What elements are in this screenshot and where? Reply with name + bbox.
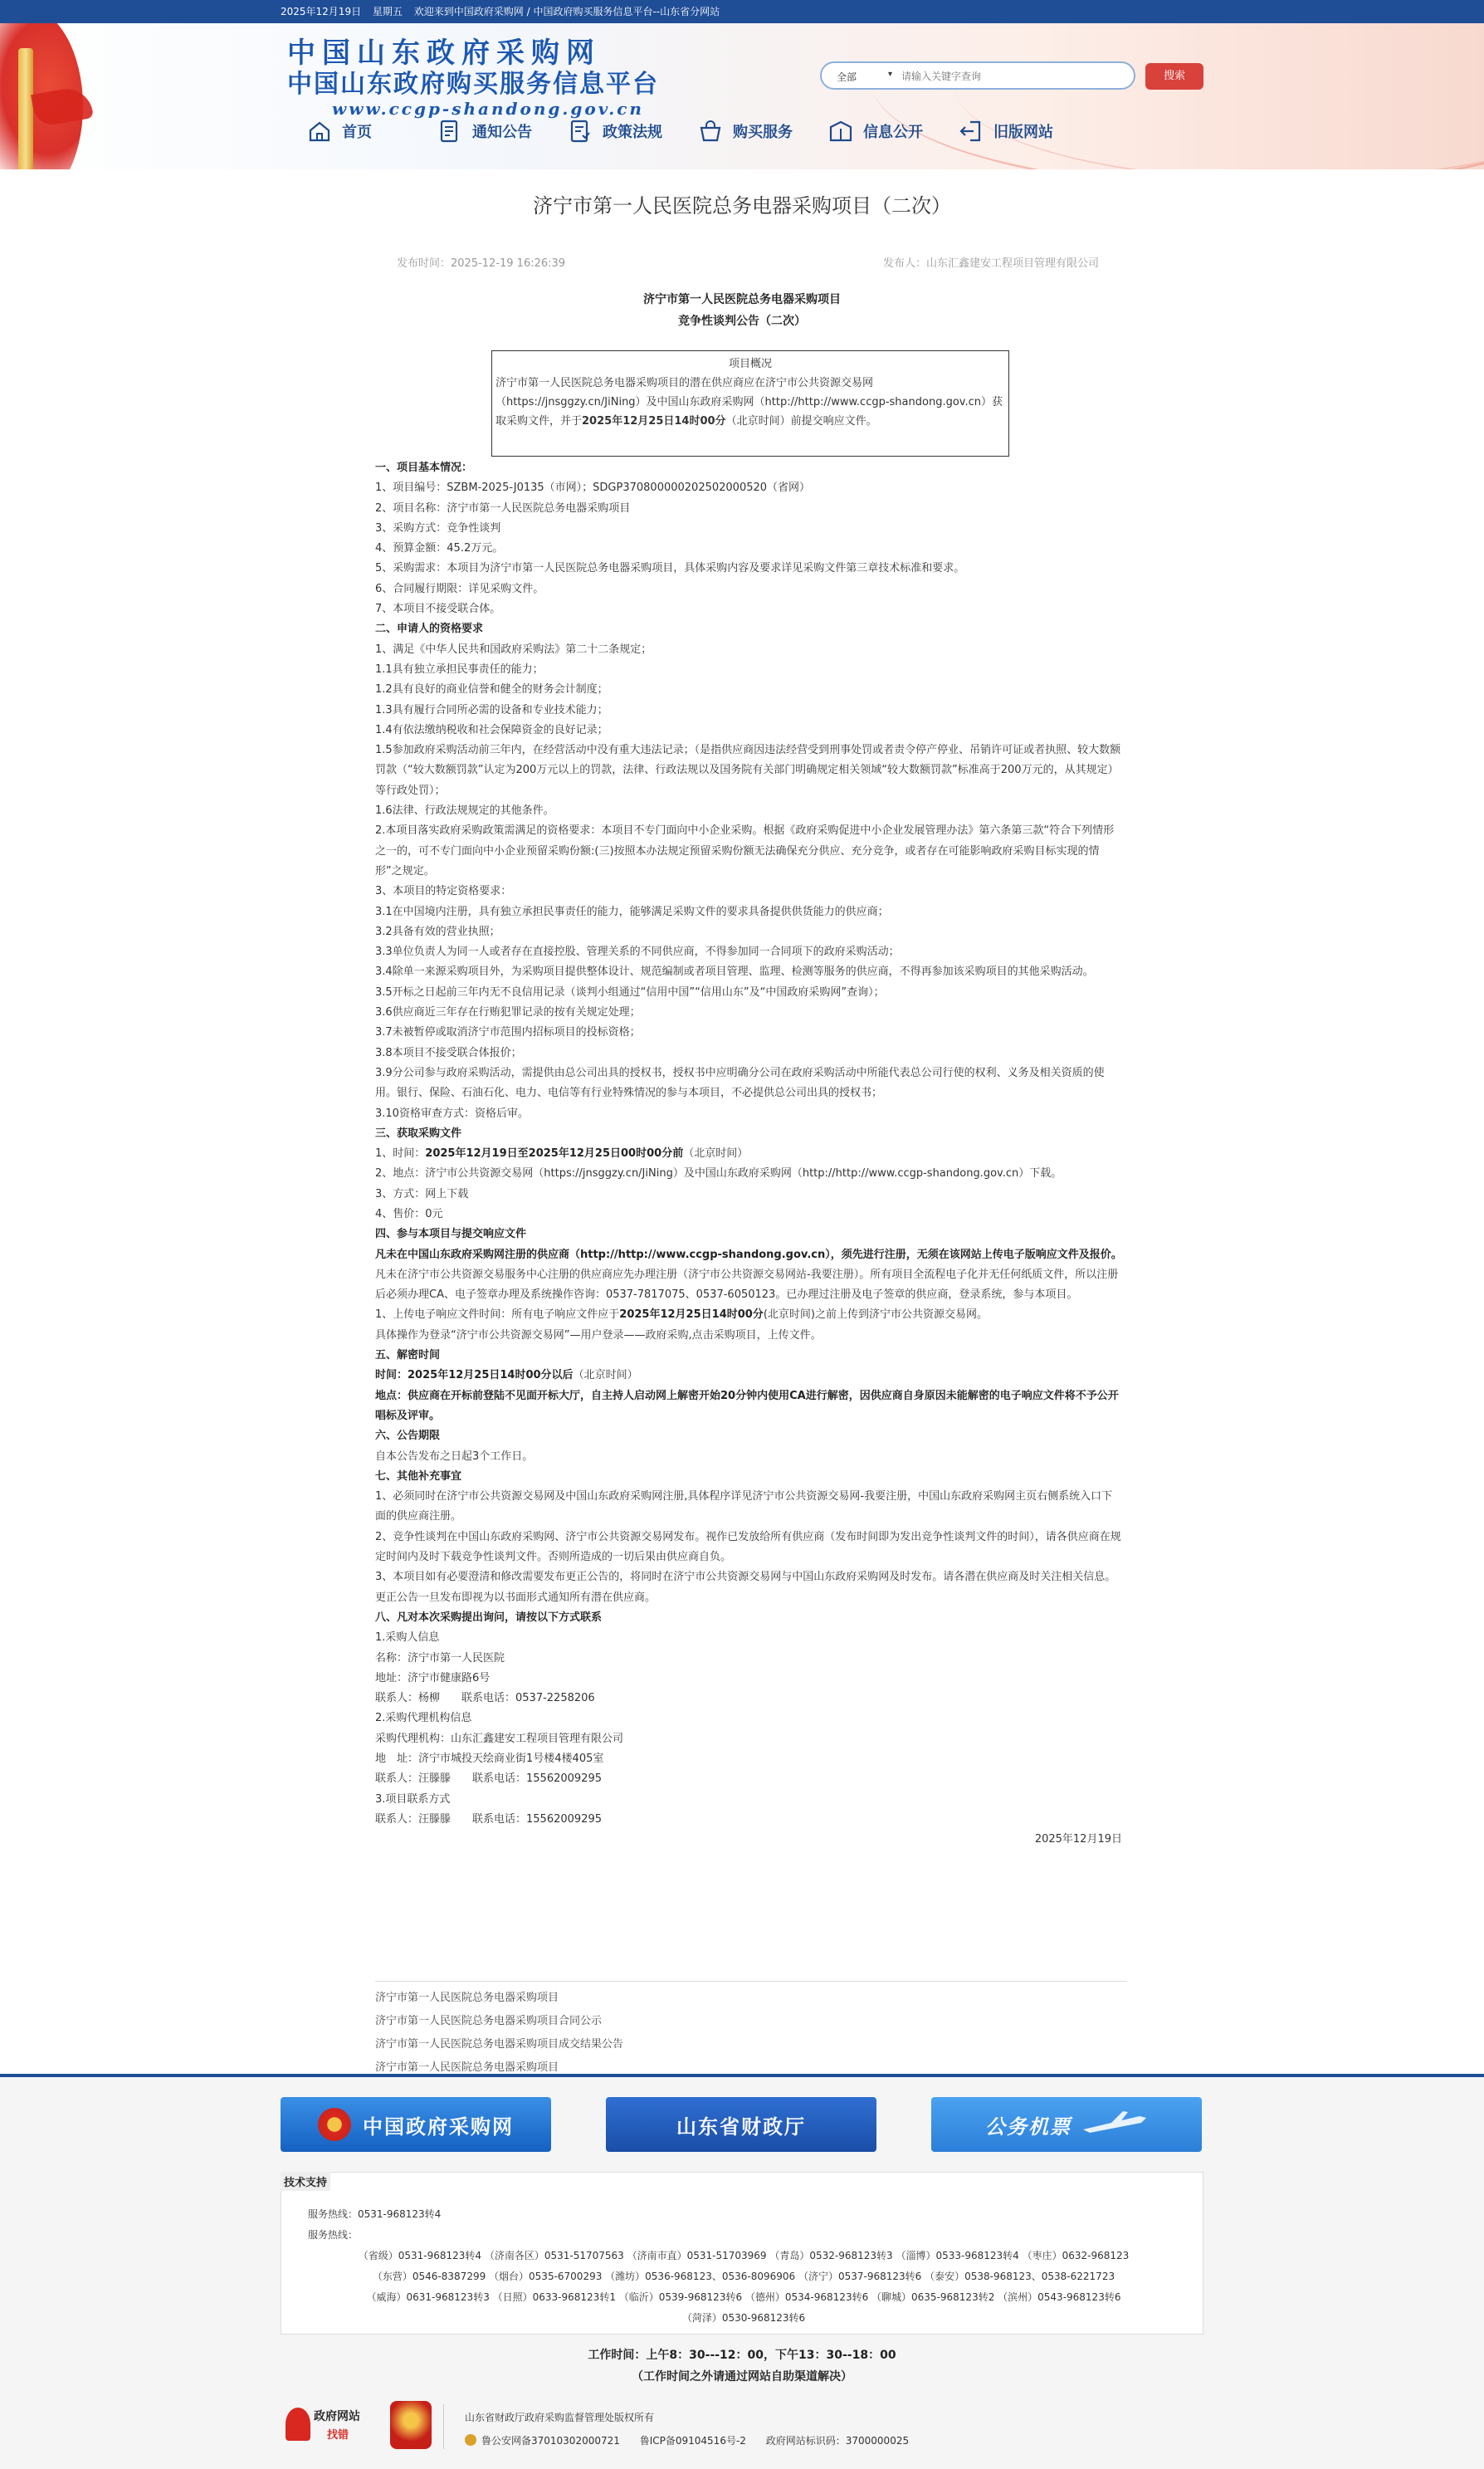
top-welcome: 欢迎来到中国政府采购网 / 中国政府购买服务信息平台--山东省分网站 (413, 6, 720, 17)
chevron-down-icon[interactable]: ▾ (888, 70, 893, 79)
publish-time: 发布时间：2025-12-19 16:26:39 (397, 257, 566, 270)
logo-url: www.ccgp-shandong.gov.cn (332, 99, 644, 119)
paragraph: 4、预算金额：45.2万元。 (375, 542, 504, 555)
paragraph: 3.6供应商近三年存在行贿犯罪记录的按有关规定处理； (375, 1006, 641, 1019)
top-date: 2025年12月19日 (281, 6, 362, 17)
paragraph: 3.1在中国境内注册，具有独立承担民事责任的能力，能够满足采购文件的要求具备提供供货能力的供应商； (375, 905, 889, 918)
party-gov-badge-icon[interactable] (390, 2401, 432, 2449)
basket-icon (698, 119, 723, 144)
paragraph-bold: 地点：供应商在开标前登陆不见面开标大厅，自主持人启动网上解密开始20分钟内使用CA进行解密，因供应商自身原因未能解密的电子响应文件将不予公开唱标及评审。 (375, 1389, 1119, 1422)
site-logo[interactable] (287, 37, 659, 118)
paragraph: 自本公告发布之日起3个工作日。 (375, 1450, 534, 1463)
paragraph: 2、地点：济宁市公共资源交易网（https://jnsggzy.cn/JiNing）及中国山东政府采购网（http://http://www.ccgp-shandong.gov.cn）下载。 (375, 1167, 1062, 1181)
logo-line2: 中国山东政府购买服务信息平台 (287, 70, 659, 99)
police-badge-icon (465, 2434, 476, 2446)
paragraph: 1.5参加政府采购活动前三年内，在经营活动中没有重大违法记录；（是指供应商因违法经营受到刑事处罚或者责令停产停业、吊销许可证或者执照、较大数额罚款（“较大数额罚款”认定为200万元以上的罚款，法律、行政法规以及国务院有关部门明确规定相关领域“较大数额罚款”标准高于200万元的，从其规定）等行政处罚）； (375, 744, 1121, 797)
tech-support-panel (281, 2172, 1203, 2335)
paragraph: 1、时间：2025年12月19日至2025年12月25日00时00分前（北京时间） (375, 1147, 749, 1161)
paragraph: 联系人：汪滕滕 联系电话：15562009295 (375, 1812, 602, 1826)
paragraph: 5、采购需求：本项目为济宁市第一人民医院总务电器采购项目，具体采购内容及要求详见采购文件第三章技术标准和要求。 (375, 562, 965, 575)
nav-notice[interactable] (437, 115, 568, 148)
related-link[interactable]: 济宁市第一人民医院总务电器采购项目合同公示 (375, 2015, 603, 2027)
paragraph: 1、满足《中华人民共和国政府采购法》第二十二条规定； (375, 643, 652, 656)
footer-info (465, 2406, 925, 2452)
notice-icon (437, 119, 462, 144)
paragraph: 3.10资格审查方式：资格后审。 (375, 1107, 529, 1120)
tab-tech-support[interactable]: 技术支持 (281, 2172, 330, 2191)
section-heading: 六、公告期限 (375, 1430, 441, 1443)
nav-old-site[interactable] (959, 115, 1089, 148)
paragraph: 4、售价：0元 (375, 1207, 443, 1220)
regional-hotlines: （省级）0531-968123转4 （济南各区）0531-51707563 （济南市直）0531-51703969 （青岛）0532-968123转3 （淄博）0533-968123转4 （枣庄）0632-968123 (358, 2250, 1130, 2261)
regional-hotlines: （东营）0546-8387299 （烟台）0535-6700293 （潍坊）0536-968123、0536-8096906 （济宁）0537-968123转6 （泰安）0538-968123、0538-6221723 (372, 2271, 1115, 2282)
paragraph: 地址：济宁市健康路6号 (375, 1671, 491, 1684)
nav-label: 首页 (342, 124, 372, 141)
banner-label: 中国政府采购网 (363, 2114, 514, 2139)
box-tail: （北京时间）前提交响应文件。 (725, 415, 877, 428)
nav-label: 旧版网站 (993, 124, 1053, 141)
banner-label: 山东省财政厅 (676, 2114, 806, 2139)
paragraph: 2、竞争性谈判在中国山东政府采购网、济宁市公共资源交易网发布。视作已发放给所有供应商（发布时间即为发出竞争性谈判文件的时间），请各供应商在规定时间内及时下载竞争性谈判文件。否则所造成的一切后果由供应商自负。 (375, 1530, 1121, 1564)
nav-info[interactable] (828, 115, 959, 148)
paragraph-bold: 凡未在中国山东政府采购网注册的供应商（http://http://www.ccgp-shandong.gov.cn），须先进行注册，无须在该网站上传电子版响应文件及报价。 (375, 1248, 1122, 1261)
paragraph: 3、方式：网上下载 (375, 1187, 469, 1200)
paragraph: 3、本项目如有必要澄清和修改需要发布更正公告的，将同时在济宁市公共资源交易网与中国山东政府采购网及时发布。请各潜在供应商及时关注相关信息。更正公告一旦发布即视为以书面形式通知所有潜在供应商。 (375, 1571, 1116, 1604)
paragraph: 7、本项目不接受联合体。 (375, 603, 501, 616)
logo-text: 找错 (327, 2429, 349, 2442)
paragraph: 1、上传电子响应文件时间：所有电子响应文件应于2025年12月25日14时00分(北京时间)之前上传到济宁市公共资源交易网。 (375, 1308, 988, 1322)
nav-label: 购买服务 (733, 124, 793, 141)
box-title: 项目概况 (728, 358, 772, 370)
paragraph: 3.4除单一来源采购项目外，为采购项目提供整体设计、规范编制或者项目管理、监理、检测等服务的供应商，不得再参加该采购项目的其他采购活动。 (375, 966, 1094, 979)
article-body (375, 458, 1122, 1850)
paragraph: 3.5开标之日起前三年内无不良信用记录（谈判小组通过“信用中国”“信用山东”及“中国政府采购网”查询）； (375, 985, 885, 999)
section-heading: 七、其他补充事宜 (375, 1469, 462, 1483)
box-deadline: 2025年12月25日14时00分 (582, 415, 726, 428)
paragraph: 名称：济宁市第一人民医院 (375, 1651, 505, 1665)
service-hotline: 服务热线：0531-968123转4 (308, 2208, 442, 2220)
paragraph: 3、本项目的特定资格要求： (375, 885, 512, 898)
paragraph: 采购代理机构：山东汇鑫建安工程项目管理有限公司 (375, 1732, 624, 1745)
divider (443, 2404, 444, 2449)
paragraph: 联系人：杨柳 联系电话：0537-2258206 (375, 1692, 595, 1705)
paragraph: 1.3具有履行合同所必需的设备和专业技术能力； (375, 703, 608, 716)
paragraph: 1.采购人信息 (375, 1631, 440, 1645)
related-list (375, 1981, 1127, 2080)
section-heading: 八、凡对本次采购提出询问，请按以下方式联系 (375, 1611, 603, 1624)
paragraph: 3.2具备有效的营业执照； (375, 925, 500, 938)
main-nav (307, 115, 1089, 148)
paragraph: 联系人：汪滕滕 联系电话：15562009295 (375, 1772, 602, 1786)
related-link[interactable]: 济宁市第一人民医院总务电器采购项目 (375, 2061, 559, 2074)
doc-title: 济宁市第一人民医院总务电器采购项目 (643, 293, 841, 306)
paragraph: 3.7未被暂停或取消济宁市范围内招标项目的投标资格； (375, 1026, 641, 1039)
section-heading: 三、获取采购文件 (375, 1127, 462, 1140)
paragraph: 2.本项目落实政府采购政策需满足的资格要求：本项目不专门面向中小企业采购。根据《政府采购促进中小企业发展管理办法》第六条第三款“符合下列情形之一的，可不专门面向中小企业预留采购份额:(三)按照本办法规定预留采购份额无法确保充分供应、充分竞争，或者存在可能影响政府采购目标实现的情形”之规定。 (375, 824, 1115, 878)
paragraph: 2.采购代理机构信息 (375, 1712, 472, 1725)
national-emblem-icon (318, 2108, 351, 2141)
project-overview-box (491, 350, 1009, 457)
nav-home[interactable] (307, 115, 437, 148)
banner-ccgp[interactable] (281, 2097, 551, 2152)
working-hours-text: 工作时间：上午8：30---12：00，下午13：30--18：00 (588, 2349, 896, 2362)
paragraph: 1.1具有独立承担民事责任的能力； (375, 662, 544, 676)
nav-label: 信息公开 (863, 124, 923, 141)
service-label: 服务热线： (308, 2229, 359, 2241)
error-report-icon (286, 2408, 310, 2441)
working-hours (0, 2344, 1484, 2388)
search-box (820, 61, 1135, 90)
page-title: 济宁市第一人民医院总务电器采购项目（二次） (533, 194, 951, 218)
search-button[interactable]: 搜索 (1145, 63, 1203, 90)
paragraph: 6、合同履行期限：详见采购文件。 (375, 582, 544, 595)
working-hours-note: （工作时间之外请通过网站自助渠道解决） (632, 2370, 852, 2383)
doc-subtitle: 竞争性谈判公告（二次） (678, 315, 806, 328)
paragraph: 1.6法律、行政法规规定的其他条件。 (375, 804, 554, 818)
paragraph: 1、必须同时在济宁市公共资源交易网及中国山东政府采购网注册,具体程序详见济宁市公共资源交易网-我要注册，中国山东政府采购网主页右侧系统入口下面的供应商注册。 (375, 1490, 1113, 1523)
paragraph: 3.3单位负责人为同一人或者存在直接控股、管理关系的不同供应商，不得参加同一合同项下的政府采购活动； (375, 946, 900, 959)
paragraph: 2、项目名称：济宁市第一人民医院总务电器采购项目 (375, 501, 631, 515)
top-weekday: 星期五 (372, 6, 403, 17)
search-scope-select[interactable]: 全部 (837, 71, 857, 83)
copyright: 山东省财政厅政府采购监督管理处版权所有 (465, 2412, 655, 2423)
exit-icon (959, 119, 984, 144)
nav-services[interactable] (698, 115, 828, 148)
info-icon (828, 119, 853, 144)
announcement-date: 2025年12月19日 (1034, 1833, 1122, 1846)
airplane-icon (1081, 2108, 1148, 2141)
regional-hotlines: （威海）0631-968123转3 （日照）0633-968123转1 （临沂）0539-968123转6 （德州）0534-968123转6 （聊城）0635-968123转2 （滨州）0543-968123转6 (366, 2291, 1121, 2303)
paragraph: 3.8本项目不接受联合体报价； (375, 1046, 522, 1059)
box-text: 济宁市第一人民医院总务电器采购项目的潜在供应商应在济宁市公共资源交易网（https://jnsggzy.cn/JiNing）及中国山东政府采购网（http://http://www.ccgp-shandong.gov.cn）获取采购文件，并于 (495, 377, 1003, 428)
police-record[interactable]: 鲁公安网备37010302000721 (481, 2435, 620, 2447)
paragraph: 地 址：济宁市城投天绘商业街1号楼4楼405室 (375, 1753, 604, 1765)
paragraph: 3.9分公司参与政府采购活动，需提供由总公司出具的授权书，授权书中应明确分公司在政府采购活动中所能代表总公司行使的权利、义务及相关资质的使用。银行、保险、石油石化、电力、电信等有行业特殊情况的参与本项目，不必提供总公司出具的授权书； (375, 1066, 1105, 1100)
paragraph: 1.2具有良好的商业信誉和健全的财务会计制度； (375, 683, 608, 697)
related-link[interactable]: 济宁市第一人民医院总务电器采购项目成交结果公告 (375, 2038, 624, 2051)
paragraph: 时间：2025年12月25日14时00分以后（北京时间） (375, 1369, 638, 1382)
logo-line1: 中国山东政府采购网 (287, 37, 601, 70)
paragraph: 1.4有依法缴纳税收和社会保障资金的良好记录； (375, 723, 608, 736)
banner-label: 公务机票 (985, 2114, 1072, 2139)
paragraph: 1、项目编号：SZBM-2025-J0135（市网）；SDGP370800000202502000520（省网） (375, 482, 811, 495)
home-icon (307, 119, 332, 144)
top-bar (0, 0, 1484, 23)
paragraph: 3.项目联系方式 (375, 1792, 451, 1806)
paragraph: 凡未在济宁市公共资源交易服务中心注册的供应商应先办理注册（济宁市公共资源交易网站-我要注册）。所有项目全流程电子化并无任何纸质文件，所以注册后必须办理CA、电子签章办理及系统操作咨询：0537-7817075、0537-6050123。已办理过注册及电子签章的供应商，登录系统，参与本项目。 (375, 1268, 1119, 1302)
banner-air-tickets[interactable] (931, 2097, 1202, 2152)
site-code: 政府网站标识码：3700000025 (765, 2435, 910, 2447)
section-heading: 一、项目基本情况： (375, 462, 473, 474)
nav-label: 通知公告 (472, 124, 532, 141)
icp-record[interactable]: 鲁ICP备09104516号-2 (639, 2435, 746, 2447)
gov-site-error-report-logo[interactable] (286, 2401, 369, 2447)
section-heading: 四、参与本项目与提交响应文件 (375, 1228, 527, 1241)
logo-text: 政府网站 (314, 2410, 360, 2423)
regional-hotlines: （菏泽）0530-968123转6 (681, 2312, 806, 2324)
search-input[interactable] (901, 68, 1125, 85)
paragraph: 具体操作为登录“济宁市公共资源交易网”—用户登录——政府采购,点击采购项目，上传文件。 (375, 1328, 822, 1342)
publisher: 发布人：山东汇鑫建安工程项目管理有限公司 (883, 257, 1100, 270)
related-link[interactable]: 济宁市第一人民医院总务电器采购项目 (375, 1992, 559, 2004)
nav-policy[interactable] (568, 115, 698, 148)
banner-finance-dept[interactable] (606, 2097, 876, 2152)
nav-label: 政策法规 (603, 124, 662, 141)
paragraph: 3、采购方式：竞争性谈判 (375, 521, 501, 535)
decor-pillar (18, 48, 33, 169)
section-heading: 二、申请人的资格要求 (375, 623, 484, 636)
section-heading: 五、解密时间 (375, 1349, 441, 1362)
policy-icon (568, 119, 593, 144)
